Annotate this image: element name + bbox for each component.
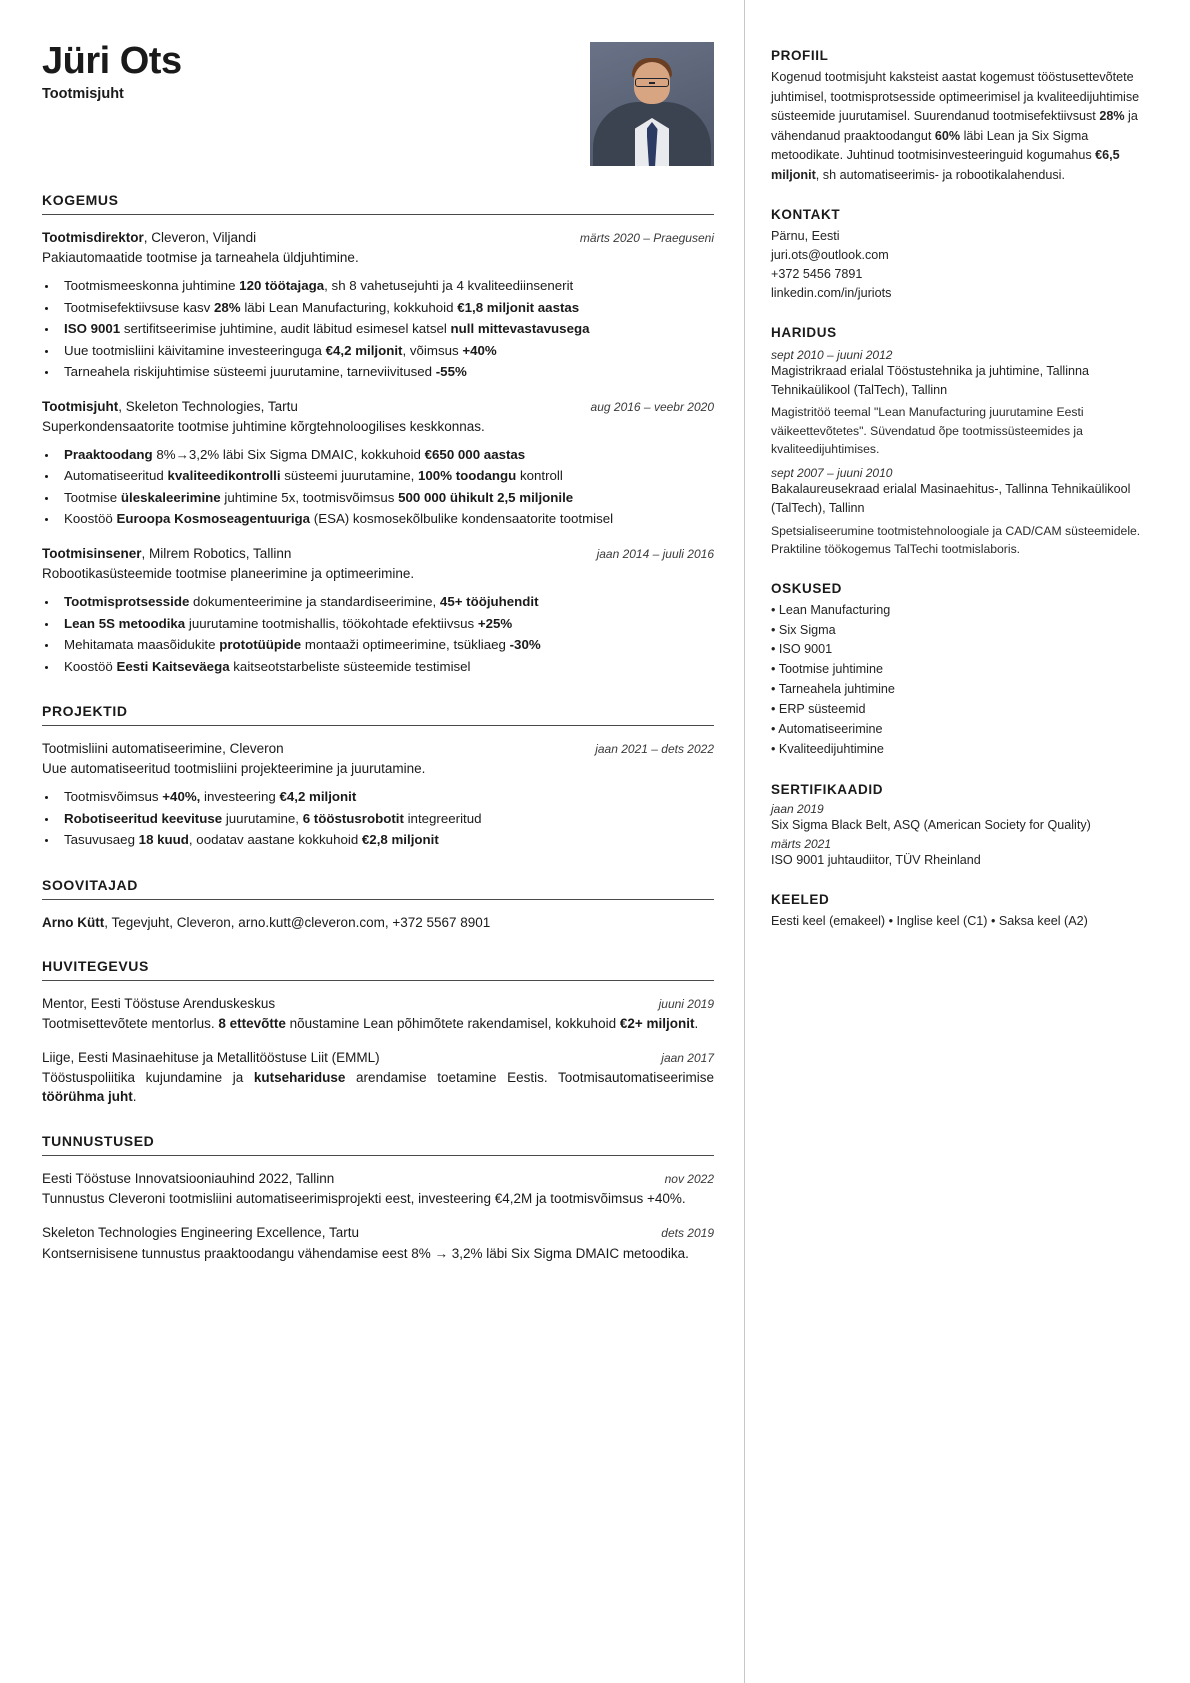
education-entry xyxy=(771,466,1150,558)
reference-entry xyxy=(42,914,714,932)
divider xyxy=(42,980,714,981)
skill-item: • Tarneahela juhtimine xyxy=(771,680,1150,700)
entry-text: Tööstuspoliitika kujundamine ja kutsehariduse arendamise toetamine Eestis. Tootmisautomatiseerimise töörühma juht. xyxy=(42,1070,714,1105)
projects-list xyxy=(42,740,714,851)
education-entry xyxy=(771,348,1150,459)
sidebar-section-contact xyxy=(771,207,1150,303)
contact-item[interactable]: linkedin.com/in/juriots xyxy=(771,285,892,300)
sidebar-section-skills xyxy=(771,581,1150,760)
certificate-date: märts 2021 xyxy=(771,836,832,851)
divider xyxy=(42,725,714,726)
skill-item: • Tootmise juhtimine xyxy=(771,660,1150,680)
experience-bullet: • Tootmise üleskaleerimine juhtimine 5x, tootmisvõimsus 500 000 ühikult 2,5 miljonile xyxy=(58,487,714,509)
entry-date: aug 2016 – veebr 2020 xyxy=(590,399,714,414)
resume-header xyxy=(42,42,714,166)
entry-header xyxy=(42,1224,714,1242)
entry-bullets xyxy=(58,786,714,851)
reference-text: Arno Kütt, Tegevjuht, Cleveron, arno.kutt@cleveron.com, +372 5567 8901 xyxy=(42,914,491,930)
section-title-references: SOOVITAJAD xyxy=(42,876,138,893)
interest-entry xyxy=(42,1049,714,1107)
project-bullet: • Tasuvusaeg 18 kuud, oodatav aastane kokkuhoid €2,8 miljonit xyxy=(58,829,714,851)
entry-date: dets 2019 xyxy=(661,1226,714,1241)
sidebar-section-profile xyxy=(771,48,1150,185)
entry-title: Eesti Tööstuse Innovatsiooniauhind 2022, Tallinn xyxy=(42,1171,335,1187)
sidebar-section-certificates xyxy=(771,782,1150,870)
entry-summary: Robootikasüsteemide tootmise planeerimine ja optimeerimine. xyxy=(42,566,415,582)
sidebar-section-languages xyxy=(771,892,1150,931)
section-title-awards: TUNNUSTUSED xyxy=(42,1133,155,1150)
experience-bullet: • Uue tootmisliini käivitamine investeeringuga €4,2 miljonit, võimsus +40% xyxy=(58,340,714,362)
certificate-name: ISO 9001 juhtaudiitor, TÜV Rheinland xyxy=(771,852,981,867)
entry-header xyxy=(42,545,714,563)
skill-item: • Lean Manufacturing xyxy=(771,601,1150,621)
experience-bullet: • Koostöö Eesti Kaitseväega kaitseotstarbeliste süsteemide testimisel xyxy=(58,656,714,678)
skills-list xyxy=(771,601,1150,760)
sidebar xyxy=(744,0,1190,1683)
interest-entry xyxy=(42,995,714,1034)
entry-date: jaan 2014 – juuli 2016 xyxy=(596,547,714,561)
education-degree: Bakalaureusekraad erialal Masinaehitus-, Tallinna Tehnikaülikool (TalTech), Tallinn xyxy=(771,482,1131,516)
experience-bullet: • Praaktoodang 8%→3,2% läbi Six Sigma DMAIC, kokkuhoid €650 000 aastas xyxy=(58,444,714,466)
education-date: sept 2007 – juuni 2010 xyxy=(771,466,893,481)
skill-item: • ISO 9001 xyxy=(771,640,1150,660)
entry-header xyxy=(42,229,714,247)
divider xyxy=(42,1155,714,1156)
experience-entry xyxy=(42,545,714,677)
entry-summary: Pakiautomaatide tootmise ja tarneahela üldjuhtimine. xyxy=(42,250,359,266)
education-note: Magistritöö teemal "Lean Manufacturing juurutamine Eesti väikeettevõtetes". Süvendatud õpe tootmissüsteemides ja kvaliteedijuhtimises. xyxy=(771,405,1084,457)
entry-date: jaan 2021 – dets 2022 xyxy=(595,742,714,757)
entry-title: Mentor, Eesti Tööstuse Arenduskeskus xyxy=(42,996,276,1012)
divider xyxy=(42,214,714,215)
experience-list xyxy=(42,229,714,677)
experience-bullet: • ISO 9001 sertifitseerimise juhtimine, audit läbitud esimesel katsel null mittevastavusega xyxy=(58,318,714,340)
contact-list xyxy=(771,227,1150,303)
sidebar-title-profile: PROFIIL xyxy=(771,48,829,63)
award-entry xyxy=(42,1170,714,1209)
glasses-icon xyxy=(635,78,669,87)
section-title-experience: KOGEMUS xyxy=(42,192,119,208)
experience-bullet: • Mehitamata maasõidukite prototüüpide montaaži optimeerimine, tsükliaeg -30% xyxy=(58,634,714,656)
entry-title: Tootmisdirektor, Cleveron, Viljandi xyxy=(42,230,257,245)
experience-entry xyxy=(42,398,714,530)
skill-item: • ERP süsteemid xyxy=(771,700,1150,720)
entry-text: Tootmisettevõtete mentorlus. 8 ettevõtte nõustamine Lean põhimõtete rakendamisel, kokkuhoid €2+ miljonit. xyxy=(42,1016,699,1032)
entry-header xyxy=(42,1170,714,1188)
award-entry xyxy=(42,1224,714,1263)
section-title-interests: HUVITEGEVUS xyxy=(42,958,149,975)
skill-item: • Six Sigma xyxy=(771,621,1150,641)
divider xyxy=(42,899,714,900)
section-title-projects: PROJEKTID xyxy=(42,703,128,720)
certificates-list xyxy=(771,802,1150,870)
interests-list xyxy=(42,995,714,1107)
education-date: sept 2010 – juuni 2012 xyxy=(771,347,893,362)
experience-bullet: • Tootmisprotsesside dokumenteerimine ja standardiseerimine, 45+ tööjuhendit xyxy=(58,591,714,613)
contact-item[interactable]: Pärnu, Eesti xyxy=(771,229,840,244)
entry-title: Tootmisliini automatiseerimine, Cleveron xyxy=(42,741,284,757)
entry-summary: Uue automatiseeritud tootmisliini projekteerimine ja juurutamine. xyxy=(42,761,426,777)
contact-item[interactable]: juri.ots@outlook.com xyxy=(771,247,889,262)
avatar xyxy=(590,42,714,166)
contact-item[interactable]: +372 5456 7891 xyxy=(771,266,863,281)
entry-date: jaan 2017 xyxy=(661,1051,714,1066)
entry-title: Tootmisjuht, Skeleton Technologies, Tartu xyxy=(42,398,298,414)
certificate-date: jaan 2019 xyxy=(771,801,824,816)
project-bullet: • Tootmisvõimsus +40%, investeering €4,2 miljonit xyxy=(58,786,714,808)
experience-bullet: • Automatiseeritud kvaliteedikontrolli süsteemi juurutamine, 100% toodangu kontroll xyxy=(58,465,714,487)
experience-bullet: • Tarneahela riskijuhtimise süsteemi juurutamine, tarneviivitused -55% xyxy=(58,361,714,383)
skill-item: • Automatiseerimine xyxy=(771,720,1150,740)
sidebar-title-education: HARIDUS xyxy=(771,324,837,340)
entry-bullets xyxy=(58,444,714,530)
header-text xyxy=(42,42,182,102)
experience-entry xyxy=(42,229,714,383)
experience-bullet: • Koostöö Euroopa Kosmoseagentuuriga (ESA) kosmosekõlbulike kondensaatorite tootmisel xyxy=(58,508,714,530)
entry-date: nov 2022 xyxy=(664,1172,714,1187)
project-entry xyxy=(42,740,714,851)
entry-date: märts 2020 – Praeguseni xyxy=(579,231,714,245)
job-title: Tootmisjuht xyxy=(42,85,124,102)
entry-date: juuni 2019 xyxy=(658,997,714,1012)
experience-bullet: • Tootmisefektiivsuse kasv 28% läbi Lean Manufacturing, kokkuhoid €1,8 miljonit aastas xyxy=(58,297,714,319)
entry-title: Skeleton Technologies Engineering Excellence, Tartu xyxy=(42,1225,359,1241)
entry-summary: Superkondensaatorite tootmise juhtimine kõrgtehnoloogilises keskkonnas. xyxy=(42,418,485,434)
entry-header xyxy=(42,740,714,758)
entry-header xyxy=(42,1049,714,1067)
page-title: Jüri Ots xyxy=(42,40,182,82)
entry-bullets xyxy=(58,591,714,677)
awards-list xyxy=(42,1170,714,1263)
education-degree: Magistrikraad erialal Tööstustehnika ja juhtimine, Tallinna Tehnikaülikool (TalTech), Tallinn xyxy=(771,363,1090,397)
profile-text: Kogenud tootmisjuht kaksteist aastat kogemust tööstusettevõtete juhtimisel, tootmisprotsesside optimeerimisel ja kvaliteedijuhtimise süsteemide juurutamisel. Suurendanud tootmisefektiivsust 28% ja vähendanud praaktoodangut 60% läbi Lean ja Six Sigma metoodikate. Juhtinud tootmisinvesteeringuid kogumahus €6,5 miljonit, sh automatiseerimis- ja robootikalahendusi. xyxy=(771,70,1140,182)
entry-header xyxy=(42,398,714,416)
entry-title: Tootmisinsener, Milrem Robotics, Tallinn xyxy=(42,546,292,561)
certificate-name: Six Sigma Black Belt, ASQ (American Society for Quality) xyxy=(771,817,1091,832)
entry-text: Tunnustus Cleveroni tootmisliini automatiseerimisprojekti eest, investeering €4,2M ja tootmisvõimsus +40%. xyxy=(42,1191,686,1207)
sidebar-title-contact: KONTAKT xyxy=(771,207,841,223)
sidebar-section-education xyxy=(771,325,1150,559)
experience-bullet: • Lean 5S metoodika juurutamine tootmishallis, töökohtade efektiivsus +25% xyxy=(58,613,714,635)
references-list xyxy=(42,914,714,932)
education-note: Spetsialiseerumine tootmistehnoloogiale ja CAD/CAM süsteemidele. Praktiline töökogemus TalTechi tootmislaboris. xyxy=(771,524,1141,557)
project-bullet: • Robotiseeritud keevituse juurutamine, 6 tööstusrobotit integreeritud xyxy=(58,808,714,830)
languages-text: Eesti keel (emakeel) • Inglise keel (C1) • Saksa keel (A2) xyxy=(771,913,1088,928)
education-list xyxy=(771,348,1150,559)
certificate-entry xyxy=(771,837,1150,870)
certificate-entry xyxy=(771,802,1150,835)
sidebar-title-skills: OSKUSED xyxy=(771,580,842,596)
entry-text: Kontsernisisene tunnustus praaktoodangu vähendamise eest 8% → 3,2% läbi Six Sigma DMAIC metoodika. xyxy=(42,1245,689,1261)
entry-title: Liige, Eesti Masinaehituse ja Metallitööstuse Liit (EMML) xyxy=(42,1050,380,1066)
sidebar-title-languages: KEELED xyxy=(771,891,830,907)
entry-header xyxy=(42,995,714,1013)
experience-bullet: • Tootmismeeskonna juhtimine 120 töötajaga, sh 8 vahetusejuhti ja 4 kvaliteediinsenerit xyxy=(58,275,714,297)
skill-item: • Kvaliteedijuhtimine xyxy=(771,740,1150,760)
sidebar-title-certificates: SERTIFIKAADID xyxy=(771,781,884,797)
entry-bullets xyxy=(58,275,714,383)
